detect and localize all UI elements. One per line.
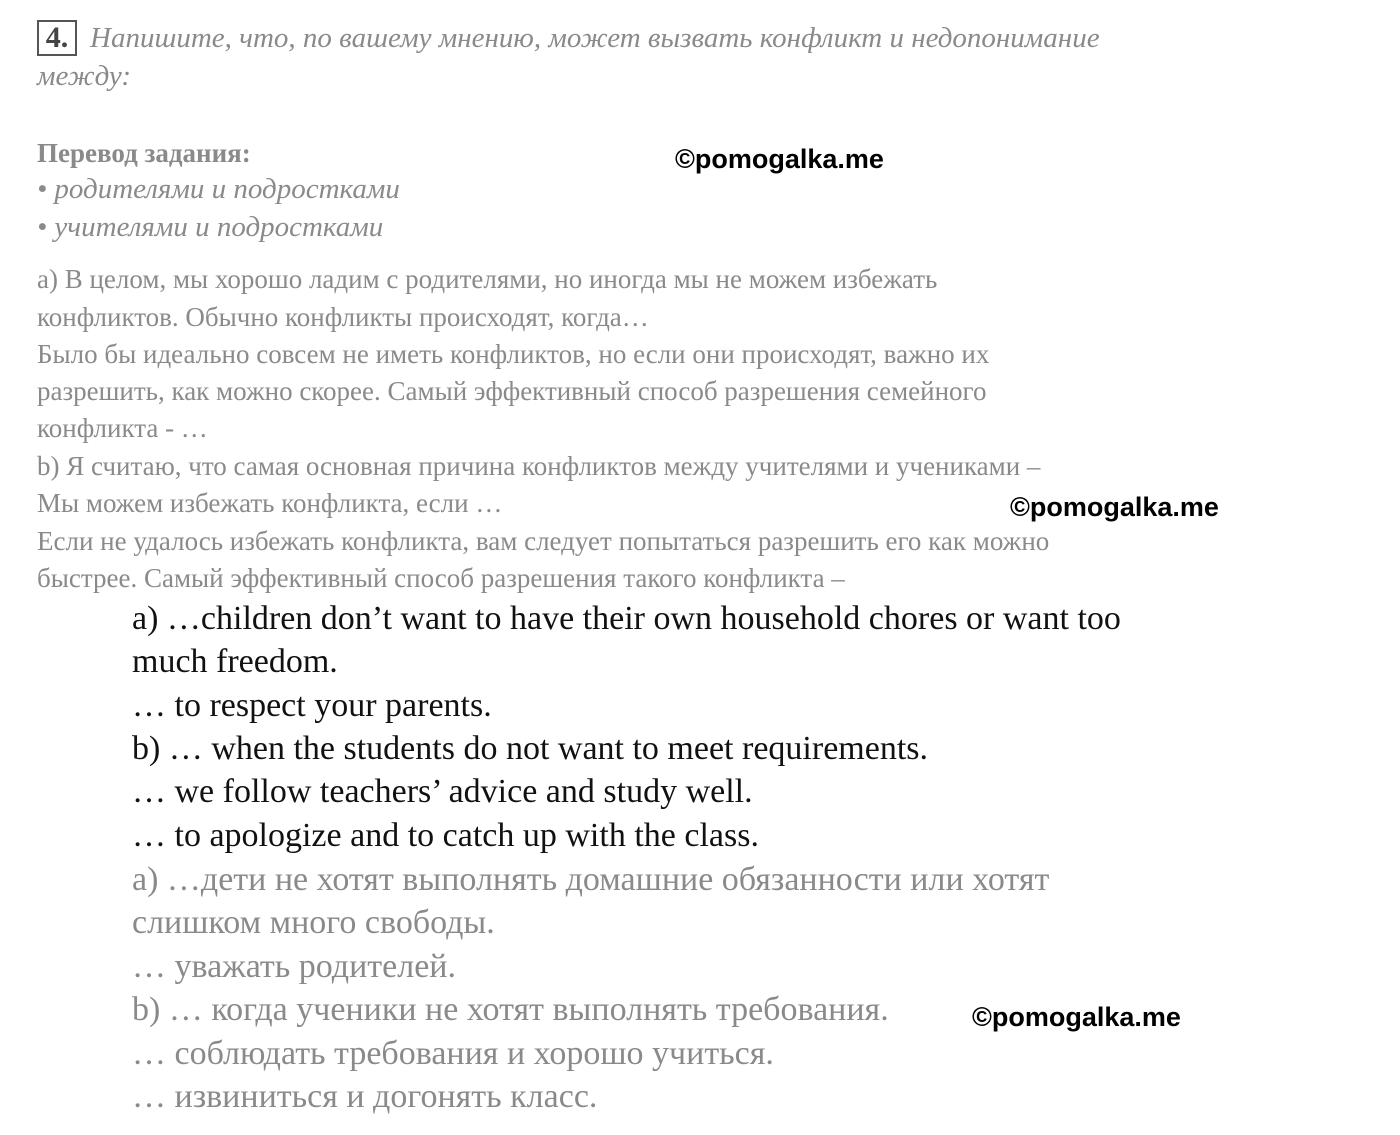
prompt-line: Было бы идеально совсем не иметь конфликтов, но если они происходят, важно их xyxy=(37,339,990,369)
prompt-line: Мы можем избежать конфликта, если … xyxy=(37,488,503,518)
watermark: ©pomogalka.me xyxy=(1010,492,1219,522)
answer-en-line: … to respect your parents. xyxy=(132,687,492,724)
translation-bullet: • родителями и подростками xyxy=(37,173,400,205)
answer-ru-line: b) … когда ученики не хотят выполнять требования. xyxy=(132,991,889,1028)
translation-bullet: • учителями и подростками xyxy=(37,211,384,243)
answer-ru-line: … соблюдать требования и хорошо учиться. xyxy=(132,1035,774,1072)
answer-ru-line: … уважать родителей. xyxy=(132,948,456,985)
watermark: ©pomogalka.me xyxy=(972,1002,1181,1032)
prompt-line: Если не удалось избежать конфликта, вам следует попытаться разрешить его как можно xyxy=(37,526,1050,556)
answer-en-line: … to apologize and to catch up with the class. xyxy=(132,817,759,854)
prompt-line: b) Я считаю, что самая основная причина конфликтов между учителями и учениками – xyxy=(37,451,1041,481)
answer-ru-line: … извиниться и догонять класс. xyxy=(132,1078,598,1115)
task-instruction-line2: между: xyxy=(37,60,132,92)
answer-ru-line: слишком много свободы. xyxy=(132,904,495,941)
answer-en-line: … we follow teachers’ advice and study well. xyxy=(132,773,753,810)
prompt-line: конфликтов. Обычно конфликты происходят, когда… xyxy=(37,302,649,332)
answer-ru-line: а) …дети не хотят выполнять домашние обязанности или хотят xyxy=(132,861,1050,898)
task-number: 4. xyxy=(37,20,77,56)
answer-en-line: a) …children don’t want to have their own household chores or want too xyxy=(132,600,1121,637)
prompt-line: разрешить, как можно скорее. Самый эффективный способ разрешения семейного xyxy=(37,376,987,406)
prompt-line: быстрее. Самый эффективный способ разрешения такого конфликта – xyxy=(37,563,845,593)
prompt-line: конфликта - … xyxy=(37,413,208,443)
task-instruction-line1: Напишите, что, по вашему мнению, может вызвать конфликт и недопонимание xyxy=(90,22,1100,54)
answer-en-line: b) … when the students do not want to meet requirements. xyxy=(132,730,928,767)
prompt-line: а) В целом, мы хорошо ладим с родителями, но иногда мы не можем избежать xyxy=(37,264,938,294)
answer-en-line: much freedom. xyxy=(132,643,338,680)
watermark: ©pomogalka.me xyxy=(675,144,884,174)
translation-heading: Перевод задания: xyxy=(37,138,251,168)
